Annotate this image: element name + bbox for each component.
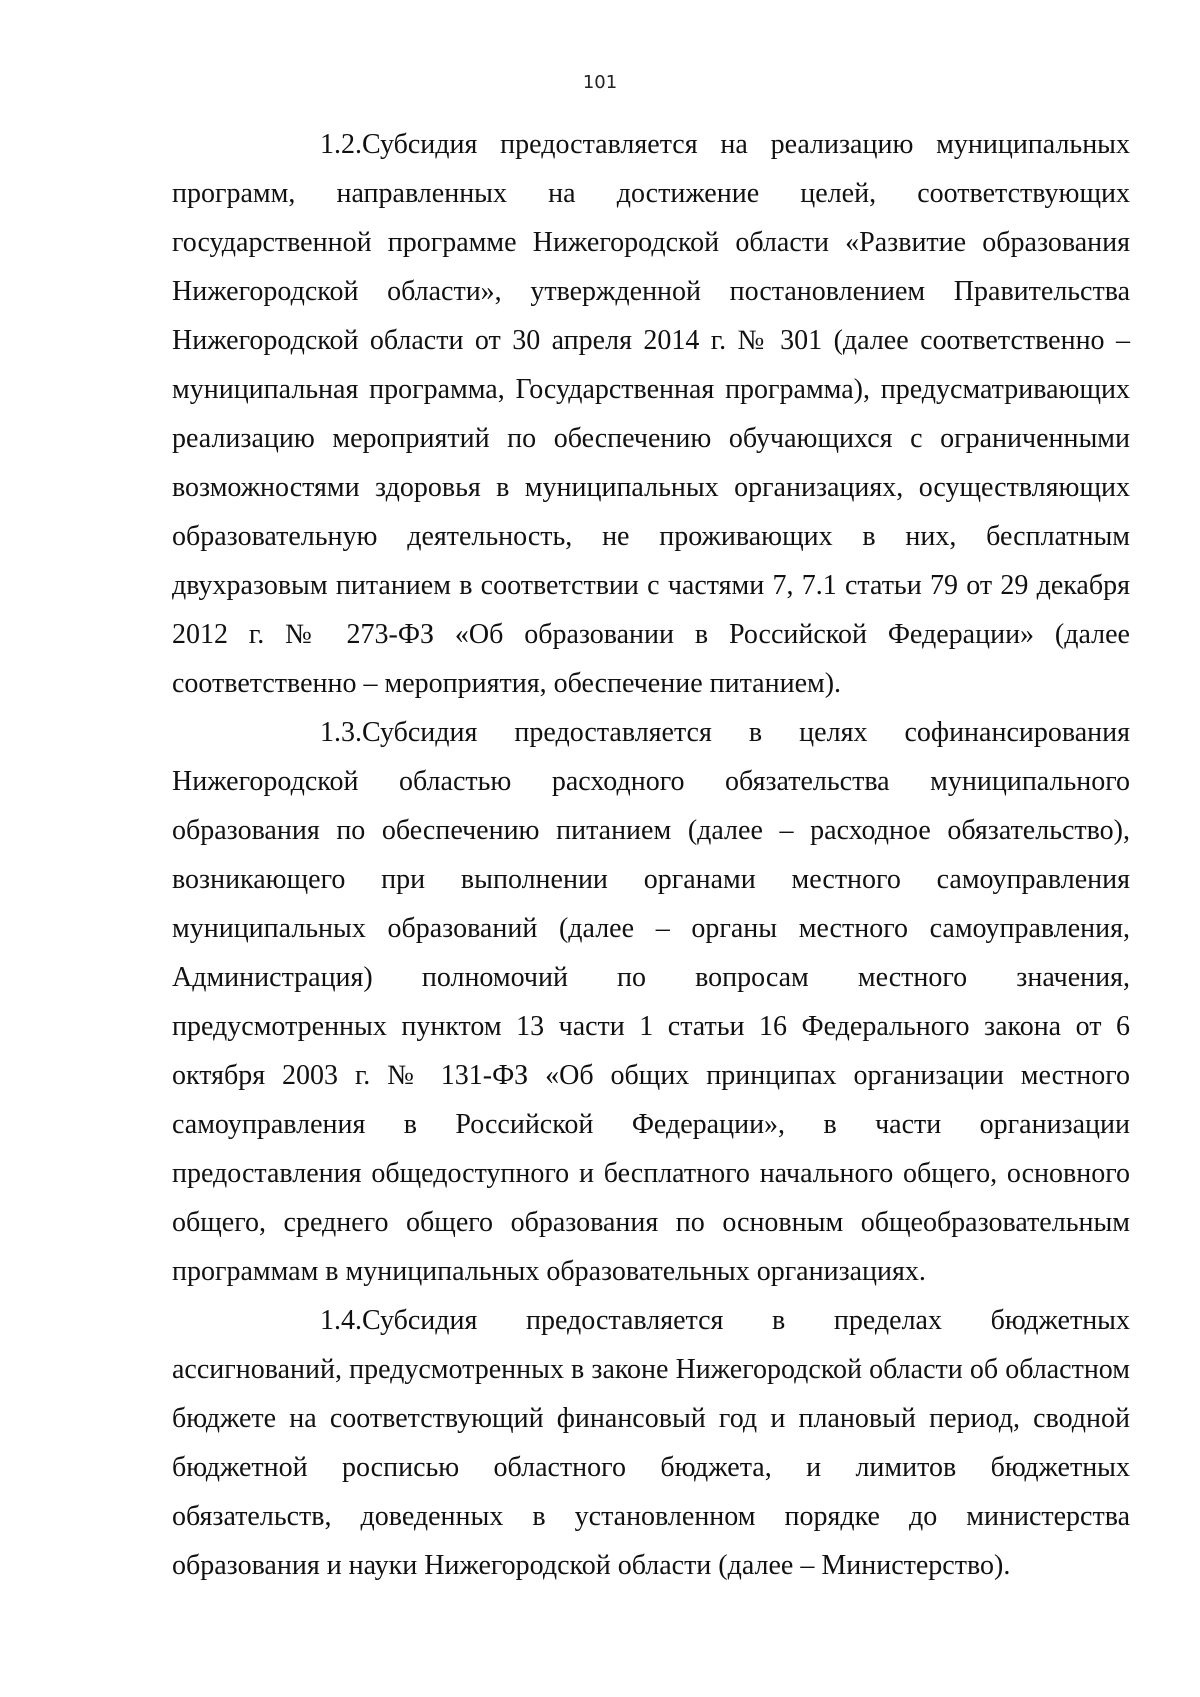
page-number: 101 <box>582 72 618 93</box>
paragraph-text: Субсидия предоставляется в пределах бюджетных ассигнований, предусмотренных в законе Нижегородской области об областном бюджете на соответствующий финансовый год и плановый период, сводной бюджетной росписью областного бюджета, и лимитов бюджетных обязательств, доведенных в установленном порядке до министерства образования и науки Нижегородской области (далее – Министерство). <box>172 1305 1130 1581</box>
paragraph-1-3 <box>172 708 1130 1296</box>
paragraph-1-4 <box>172 1296 1130 1590</box>
paragraph-number: 1.2. <box>320 129 362 160</box>
paragraph-number: 1.4. <box>320 1305 362 1336</box>
document-body <box>172 120 1130 1590</box>
paragraph-1-2 <box>172 120 1130 708</box>
paragraph-text: Субсидия предоставляется в целях софинансирования Нижегородской областью расходного обязательства муниципального образования по обеспечению питанием (далее – расходное обязательство), возникающего при выполнении органами местного самоуправления муниципальных образований (далее – органы местного самоуправления, Администрация) полномочий по вопросам местного значения, предусмотренных пунктом 13 части 1 статьи 16 Федерального закона от 6 октября 2003 г. № 131-ФЗ «Об общих принципах организации местного самоуправления в Российской Федерации», в части организации предоставления общедоступного и бесплатного начального общего, основного общего, среднего общего образования по основным общеобразовательным программам в муниципальных образовательных организациях. <box>172 717 1130 1287</box>
paragraph-text: Субсидия предоставляется на реализацию муниципальных программ, направленных на достижение целей, соответствующих государственной программе Нижегородской области «Развитие образования Нижегородской области», утвержденной постановлением Правительства Нижегородской области от 30 апреля 2014 г. № 301 (далее соответственно – муниципальная программа, Государственная программа), предусматривающих реализацию мероприятий по обеспечению обучающихся с ограниченными возможностями здоровья в муниципальных организациях, осуществляющих образовательную деятельность, не проживающих в них, бесплатным двухразовым питанием в соответствии с частями 7, 7.1 статьи 79 от 29 декабря 2012 г. № 273-ФЗ «Об образовании в Российской Федерации» (далее соответственно – мероприятия, обеспечение питанием). <box>172 129 1130 699</box>
paragraph-number: 1.3. <box>320 717 362 748</box>
